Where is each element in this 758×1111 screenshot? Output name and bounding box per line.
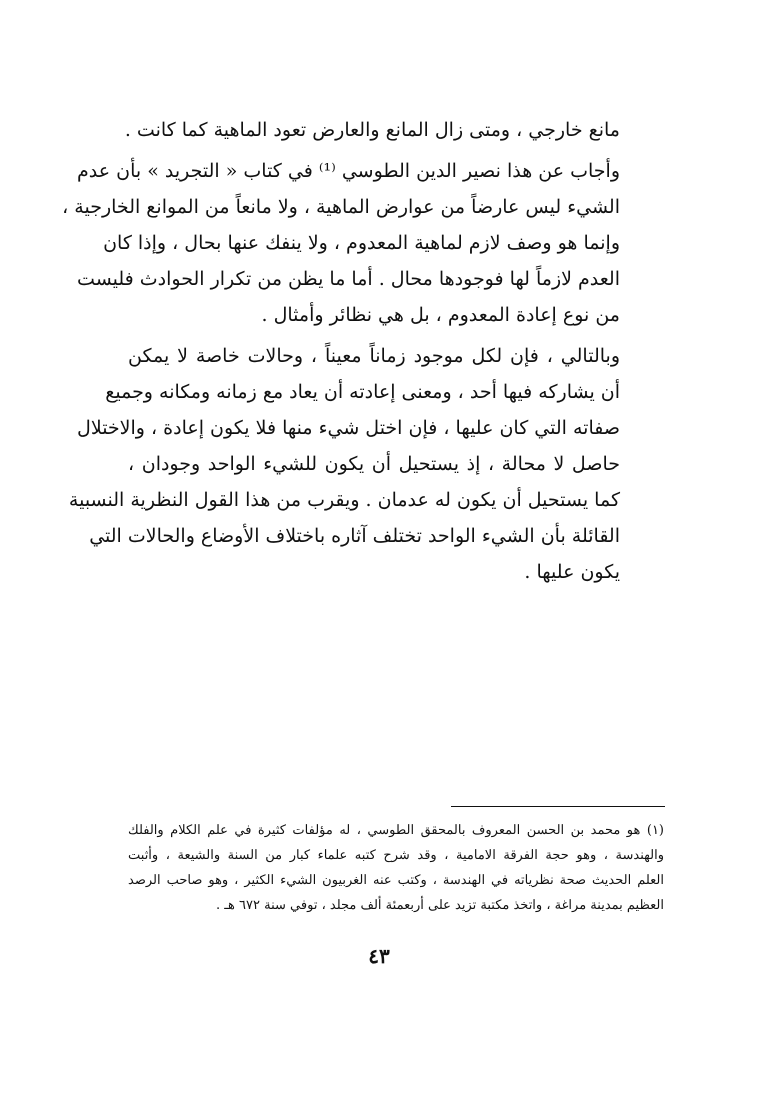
text-line: وأجاب عن هذا نصير الدين الطوسي ⁽¹⁾ في كتاب « التجريد » بأن عدم	[77, 160, 620, 182]
text-line: أن يشاركه فيها أحد ، ومعنى إعادته أن يعاد مع زمانه ومكانه وجميع	[105, 381, 620, 403]
text-line: يكون عليها .	[524, 561, 620, 583]
page-number: ٤٣	[368, 944, 390, 968]
footnote	[128, 818, 664, 918]
footnote-line: (١) هو محمد بن الحسن المعروف بالمحقق الطوسي ، له مؤلفات كثيرة في علم الكلام والفلك	[128, 823, 664, 838]
text-line: مانع خارجي ، ومتى زال المانع والعارض تعود الماهية كما كانت .	[124, 119, 620, 141]
text-line: من نوع إعادة المعدوم ، بل هي نظائر وأمثال .	[261, 304, 620, 326]
text-line: وبالتالي ، فإن لكل موجود زماناً معيناً ، وحالات خاصة لا يمكن	[128, 345, 620, 367]
text-line: العدم لازماً لها فوجودها محال . أما ما يظن من تكرار الحوادث فليست	[77, 268, 620, 290]
text-line: الشيء ليس عارضاً من عوارض الماهية ، ولا مانعاً من الموانع الخارجية ،	[62, 196, 620, 218]
text-line: كما يستحيل أن يكون له عدمان . ويقرب من هذا القول النظرية النسبية	[68, 489, 620, 511]
footnote-line: والهندسة ، وهو حجة الفرقة الامامية ، وقد شرح كتبه علماء كبار من السنة والشيعة ، وأثبت	[128, 848, 664, 863]
main-text	[62, 112, 620, 590]
footnote-line: العلم الحديث صحة نظرياته في الهندسة ، وكتب عنه الغربيون الشيء الكثير ، وهو صاحب الرصد	[128, 873, 664, 888]
paragraph-2	[62, 153, 620, 333]
text-line: القائلة بأن الشيء الواحد تختلف آثاره باختلاف الأوضاع والحالات التي	[89, 525, 620, 547]
text-line: حاصل لا محالة ، إذ يستحيل أن يكون للشيء الواحد وجودان ،	[128, 453, 620, 475]
text-line: صفاته التي كان عليها ، فإن اختل شيء منها فلا يكون إعادة ، والاختلال	[77, 417, 620, 439]
paragraph-3	[68, 338, 620, 590]
footnote-divider	[451, 806, 665, 807]
paragraph-1	[124, 112, 620, 148]
footnote-line: العظيم بمدينة مراغة ، واتخذ مكتبة تزيد على أربعمئة ألف مجلد ، توفي سنة ٦٧٢ هـ .	[215, 898, 664, 913]
text-line: وإنما هو وصف لازم لماهية المعدوم ، ولا ينفك عنها بحال ، وإذا كان	[103, 232, 620, 254]
